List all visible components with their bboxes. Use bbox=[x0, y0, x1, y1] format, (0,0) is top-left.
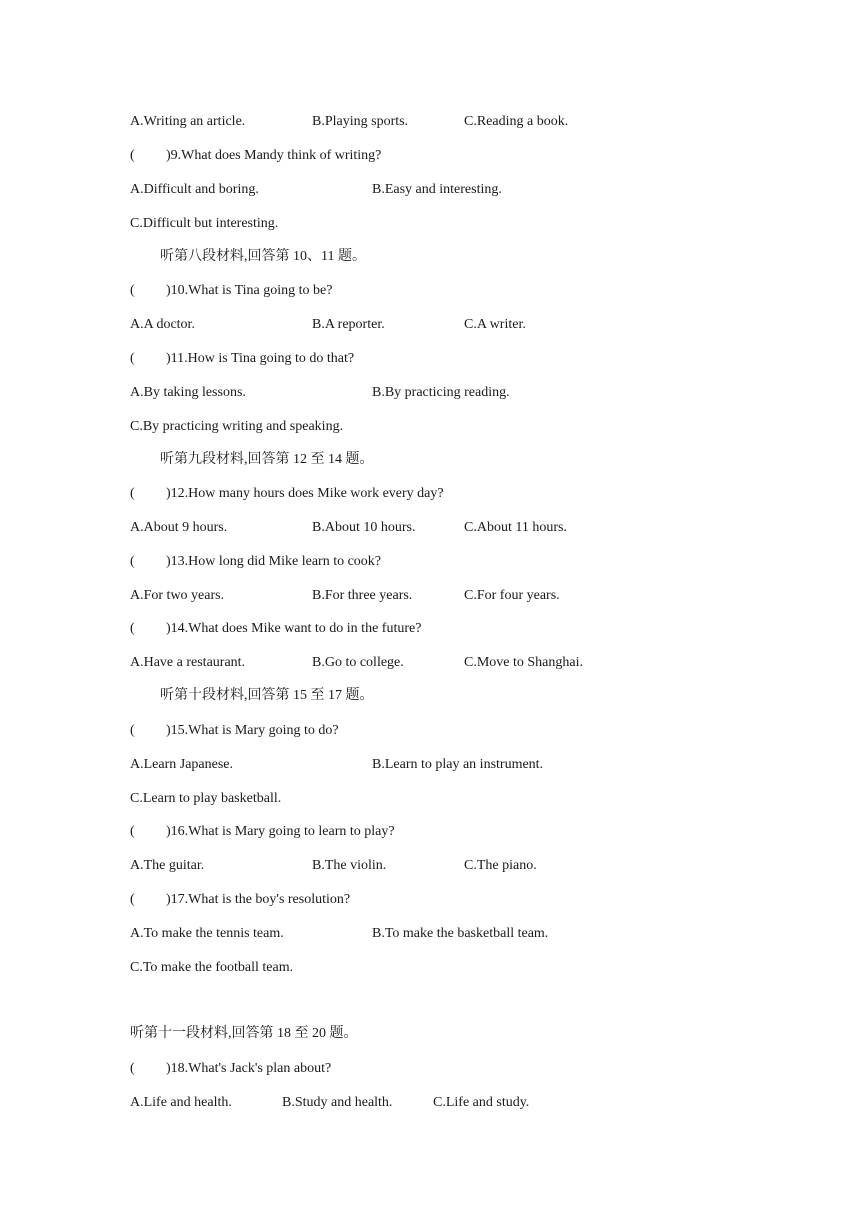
answer-paren: ( bbox=[130, 351, 135, 366]
question-13 bbox=[130, 553, 381, 571]
section-heading: 听第十一段材料,回答第 18 至 20 题。 bbox=[130, 1026, 358, 1041]
section-heading: 听第九段材料,回答第 12 至 14 题。 bbox=[160, 452, 374, 467]
question-text: )9.What does Mandy think of writing? bbox=[166, 148, 382, 163]
option-a: A.Life and health. bbox=[130, 1095, 232, 1110]
option-b: B.By practicing reading. bbox=[372, 385, 510, 400]
question-text: )16.What is Mary going to learn to play? bbox=[166, 824, 395, 839]
option-a: A.For two years. bbox=[130, 588, 225, 603]
option-c: C.Difficult but interesting. bbox=[130, 216, 279, 231]
option-c: C.A writer. bbox=[464, 317, 526, 332]
option-c: C.Life and study. bbox=[433, 1095, 530, 1110]
question-text: )18.What's Jack's plan about? bbox=[166, 1061, 332, 1076]
option-b: B.A reporter. bbox=[312, 317, 385, 332]
answer-paren: ( bbox=[130, 1061, 135, 1076]
option-b: B.For three years. bbox=[312, 588, 413, 603]
option-b: B.To make the basketball team. bbox=[372, 926, 549, 941]
option-b: B.Playing sports. bbox=[312, 114, 409, 129]
option-a: A.By taking lessons. bbox=[130, 385, 246, 400]
option-c: C.Move to Shanghai. bbox=[464, 655, 583, 670]
answer-paren: ( bbox=[130, 824, 135, 839]
option-a: A.To make the tennis team. bbox=[130, 926, 284, 941]
option-a: A.Difficult and boring. bbox=[130, 182, 259, 197]
question-11 bbox=[130, 350, 354, 368]
section-heading: 听第十段材料,回答第 15 至 17 题。 bbox=[160, 688, 374, 703]
question-text: )15.What is Mary going to do? bbox=[166, 723, 339, 738]
option-a: A.Learn Japanese. bbox=[130, 757, 234, 772]
question-12 bbox=[130, 485, 444, 503]
question-16 bbox=[130, 823, 395, 841]
answer-paren: ( bbox=[130, 723, 135, 738]
option-c: C.About 11 hours. bbox=[464, 520, 567, 535]
answer-paren: ( bbox=[130, 554, 135, 569]
option-a: A.About 9 hours. bbox=[130, 520, 228, 535]
option-a: A.Writing an article. bbox=[130, 114, 246, 129]
question-text: )11.How is Tina going to do that? bbox=[166, 351, 355, 366]
option-b: B.Learn to play an instrument. bbox=[372, 757, 544, 772]
option-c: C.To make the football team. bbox=[130, 960, 294, 975]
answer-paren: ( bbox=[130, 148, 135, 163]
section-heading: 听第八段材料,回答第 10、11 题。 bbox=[160, 249, 366, 264]
option-a: A.A doctor. bbox=[130, 317, 195, 332]
option-b: B.Study and health. bbox=[282, 1095, 393, 1110]
option-c: C.By practicing writing and speaking. bbox=[130, 419, 344, 434]
answer-paren: ( bbox=[130, 892, 135, 907]
question-text: )12.How many hours does Mike work every day? bbox=[166, 486, 444, 501]
question-18 bbox=[130, 1060, 331, 1078]
option-c: C.Learn to play basketball. bbox=[130, 791, 282, 806]
answer-paren: ( bbox=[130, 621, 135, 636]
question-text: )14.What does Mike want to do in the future? bbox=[166, 621, 422, 636]
option-a: A.Have a restaurant. bbox=[130, 655, 246, 670]
option-a: A.The guitar. bbox=[130, 858, 205, 873]
option-c: C.For four years. bbox=[464, 588, 560, 603]
option-c: C.The piano. bbox=[464, 858, 537, 873]
option-b: B.About 10 hours. bbox=[312, 520, 416, 535]
question-9 bbox=[130, 147, 381, 165]
question-14 bbox=[130, 620, 421, 638]
option-b: B.The violin. bbox=[312, 858, 387, 873]
question-15 bbox=[130, 722, 339, 740]
question-17 bbox=[130, 891, 350, 909]
option-b: B.Easy and interesting. bbox=[372, 182, 502, 197]
option-c: C.Reading a book. bbox=[464, 114, 569, 129]
question-text: )17.What is the boy's resolution? bbox=[166, 892, 351, 907]
question-text: )10.What is Tina going to be? bbox=[166, 283, 333, 298]
answer-paren: ( bbox=[130, 283, 135, 298]
question-10 bbox=[130, 282, 332, 300]
question-text: )13.How long did Mike learn to cook? bbox=[166, 554, 382, 569]
option-b: B.Go to college. bbox=[312, 655, 404, 670]
answer-paren: ( bbox=[130, 486, 135, 501]
